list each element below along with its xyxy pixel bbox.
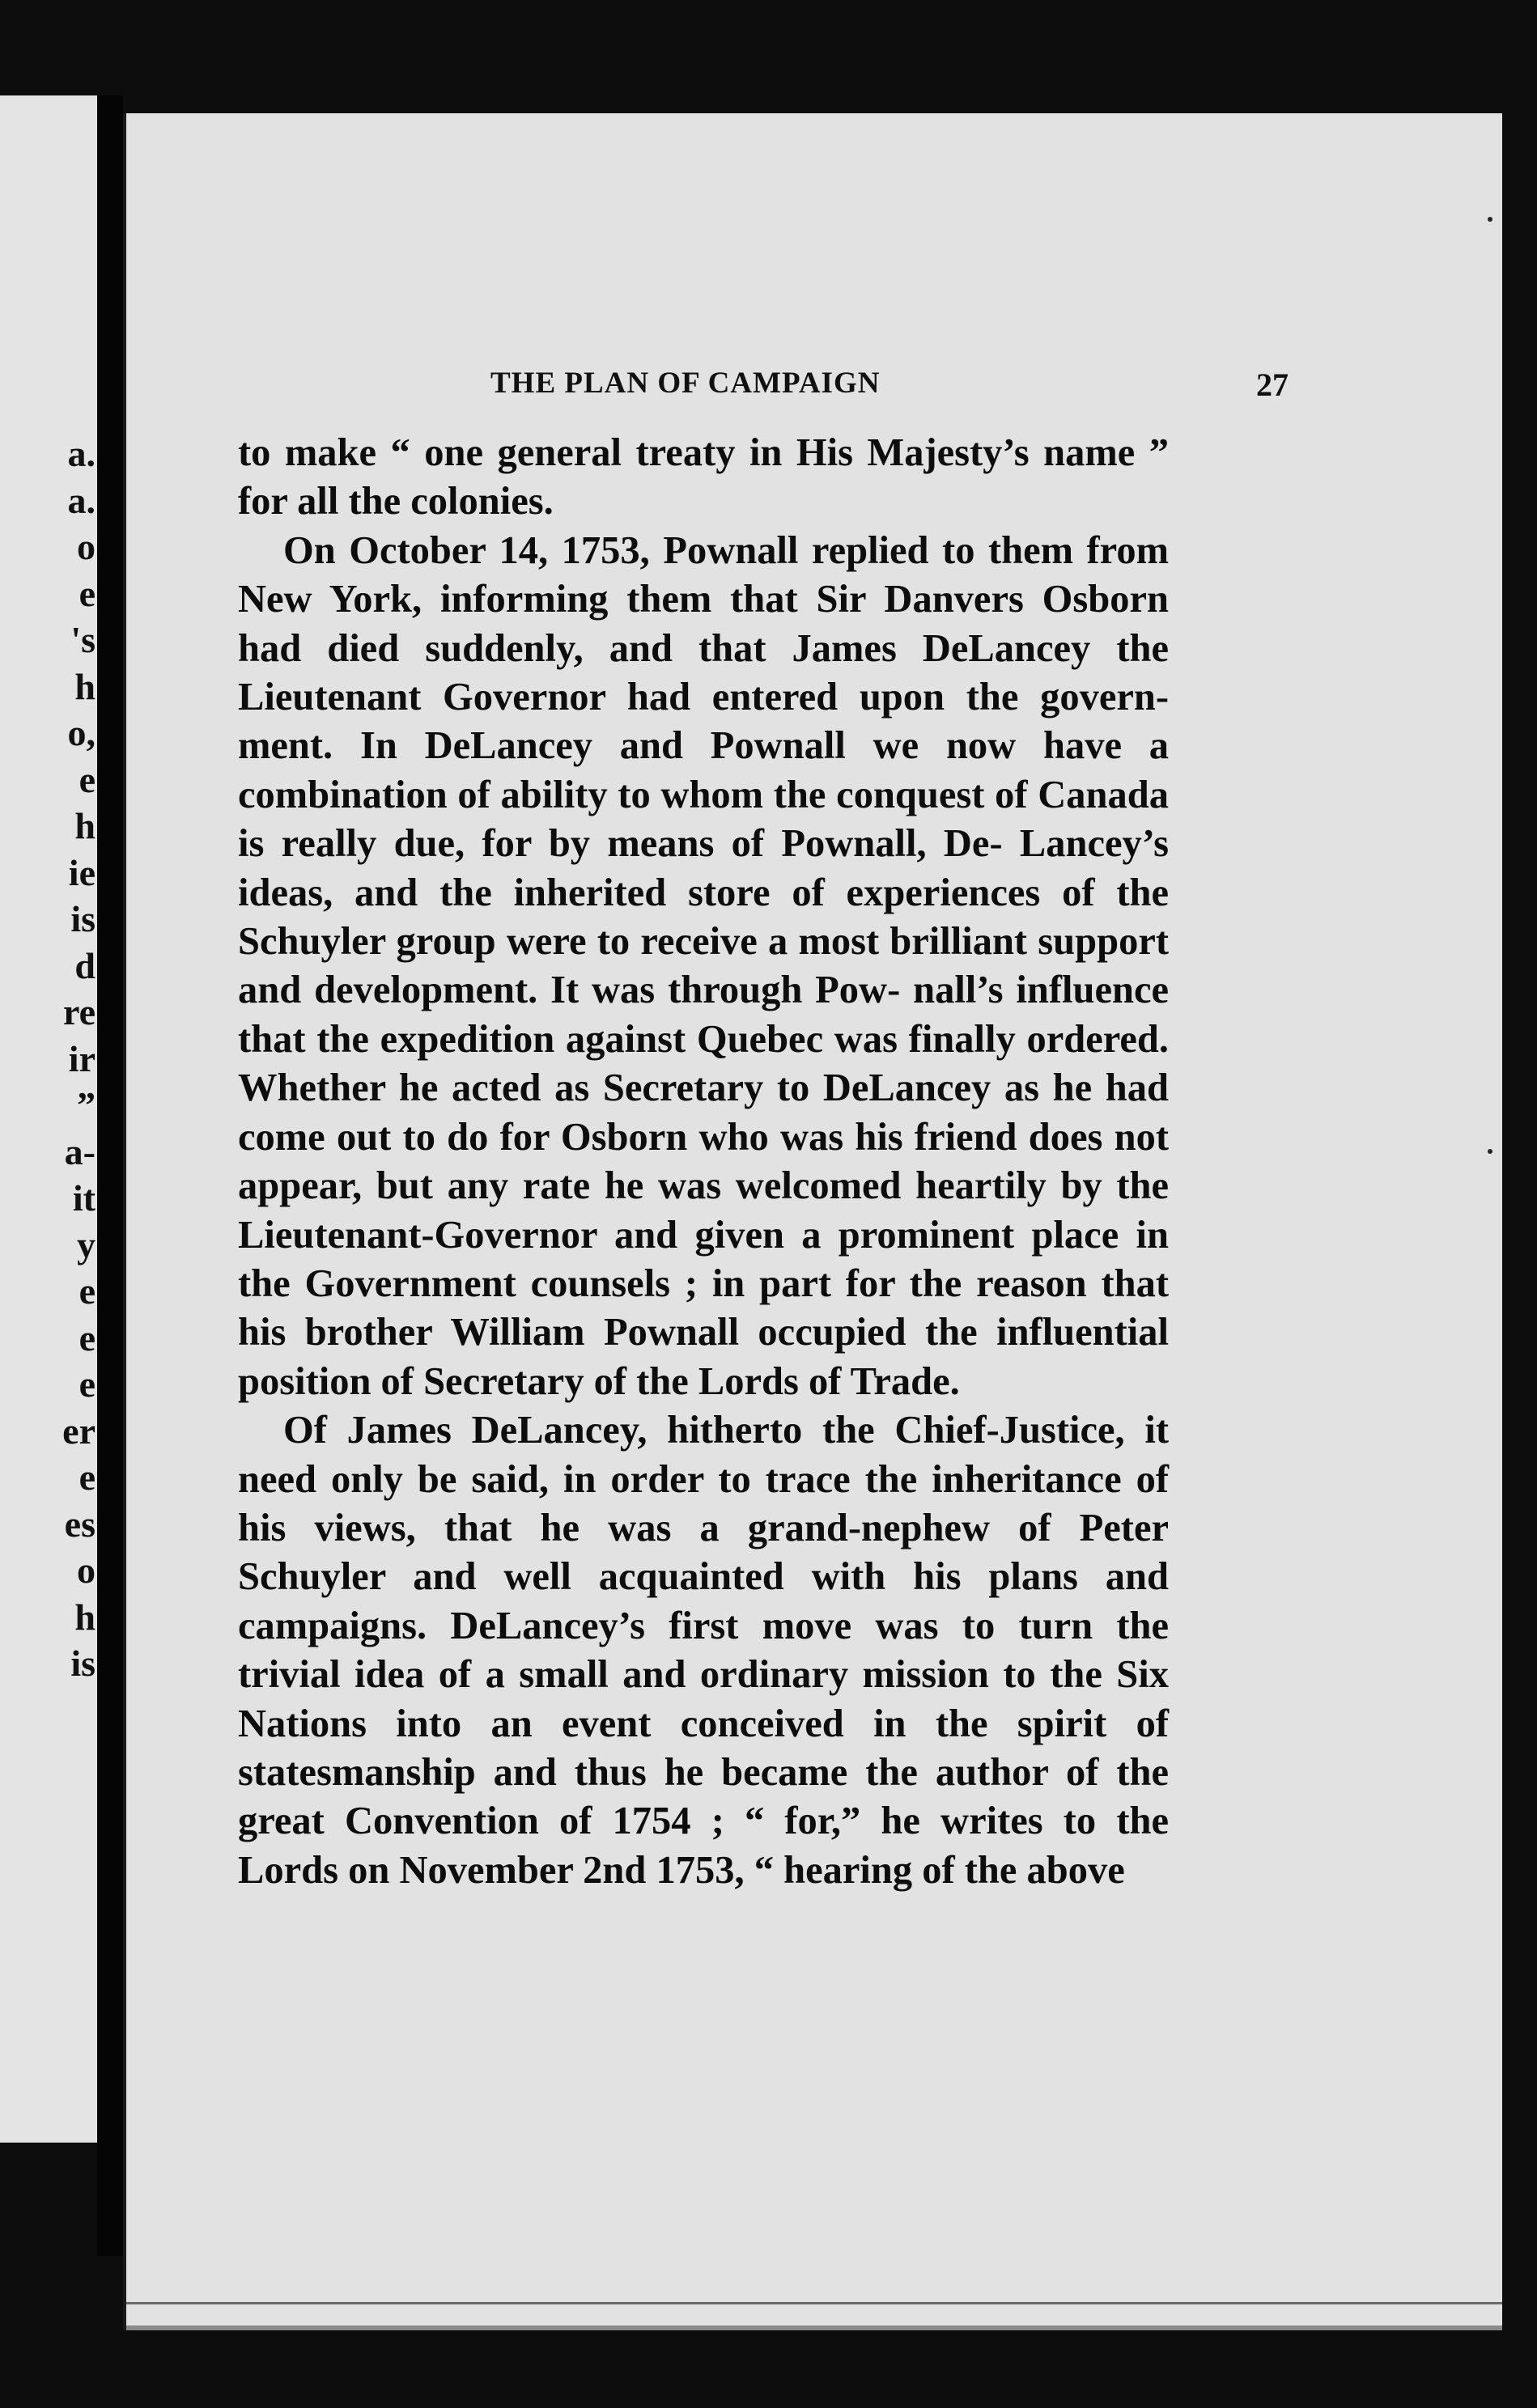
facing-page-fragment: o, [67,712,96,753]
facing-page-fragment: d [74,944,96,986]
facing-page-fragment: ” [77,1084,96,1126]
paragraph: Of James DeLancey, hitherto the Chief-Justice, it need only be said, in order to trace the inheritance of his views, that he was a grand-nephew of Peter Schuyler and well acquainted with his plans and campaigns. DeLancey’s first move was to turn the trivial idea of a small and ordinary mission to the Six Nations into an event conceived in the spirit of statesmanship and thus he became the author of the great Convention of 1754 ; “ for,” he writes to the Lords on November 2nd 1753, “ hearing of the above [238,1409,1169,1892]
book-gutter [97,95,123,2256]
facing-page-fragment: a- [64,1130,96,1172]
facing-page-fragment: a. [67,433,96,474]
facing-page-fragment: o [77,526,96,567]
facing-page-fragment: is [70,1643,96,1684]
facing-page-fragment: ir [68,1037,96,1079]
facing-page-fragment: re [62,991,96,1032]
facing-page-fragment: er [62,1410,96,1452]
facing-page-fragment: a. [67,479,96,521]
facing-page-fragment: h [74,665,96,707]
paragraph-continuation: to make “ one general treaty in His Majesty’s name ” for all the colonies. [238,431,1169,524]
facing-page-fragment: e [79,1270,96,1312]
facing-page-fragment: is [70,898,96,939]
facing-page-fragment: h [74,1596,96,1638]
facing-page-fragment: y [77,1223,96,1265]
facing-page-fragment: e [79,758,96,800]
page-number: 27 [1256,367,1289,403]
running-head [490,366,1300,414]
facing-page-fragment: ie [68,851,96,893]
body-text [238,429,1169,1895]
facing-page-fragment: e [79,1456,96,1498]
running-title: THE PLAN OF CAMPAIGN [490,367,881,400]
facing-page-fragment: e [79,572,96,614]
facing-page-fragment: 's [70,619,96,660]
facing-page-fragment: es [64,1503,96,1545]
scan-speck [1488,217,1492,222]
facing-page-fragment: e [79,1316,96,1359]
facing-page-fragment: it [72,1177,96,1219]
book-page [123,113,1502,2330]
scan-speck [1488,1149,1492,1154]
paragraph: On October 14, 1753, Pownall replied to them from New York, informing them that Sir Danvers Osborn had died suddenly, and that James DeLancey the Lieutenant Governor had entered upon the govern- ment. In DeLancey and Pownall we now have a combination of ability to whom the conquest of Canada is really due, for by means of Pownall, De- Lancey’s ideas, and the inherited store of experiences of the Schuyler group were to receive a most brilliant support and development. It was through Pow- nall’s influence that the expedition against Quebec was finally ordered. Whether he acted as Secretary to DeLancey as he had come out to do for Osborn who was his friend does not appear, but any rate he was welcomed heartily by the Lieutenant-Governor and given a prominent place in the Government counsels ; in part for the reason that his brother William Pownall occupied the influential position of Secretary of the Lords of Trade. [238,528,1169,1403]
facing-page-fragment: h [74,805,96,846]
page-bottom-edge [126,2302,1502,2304]
facing-page-fragment: o [77,1550,96,1591]
facing-page-edge [0,95,97,2143]
facing-page-fragment: e [79,1363,96,1405]
